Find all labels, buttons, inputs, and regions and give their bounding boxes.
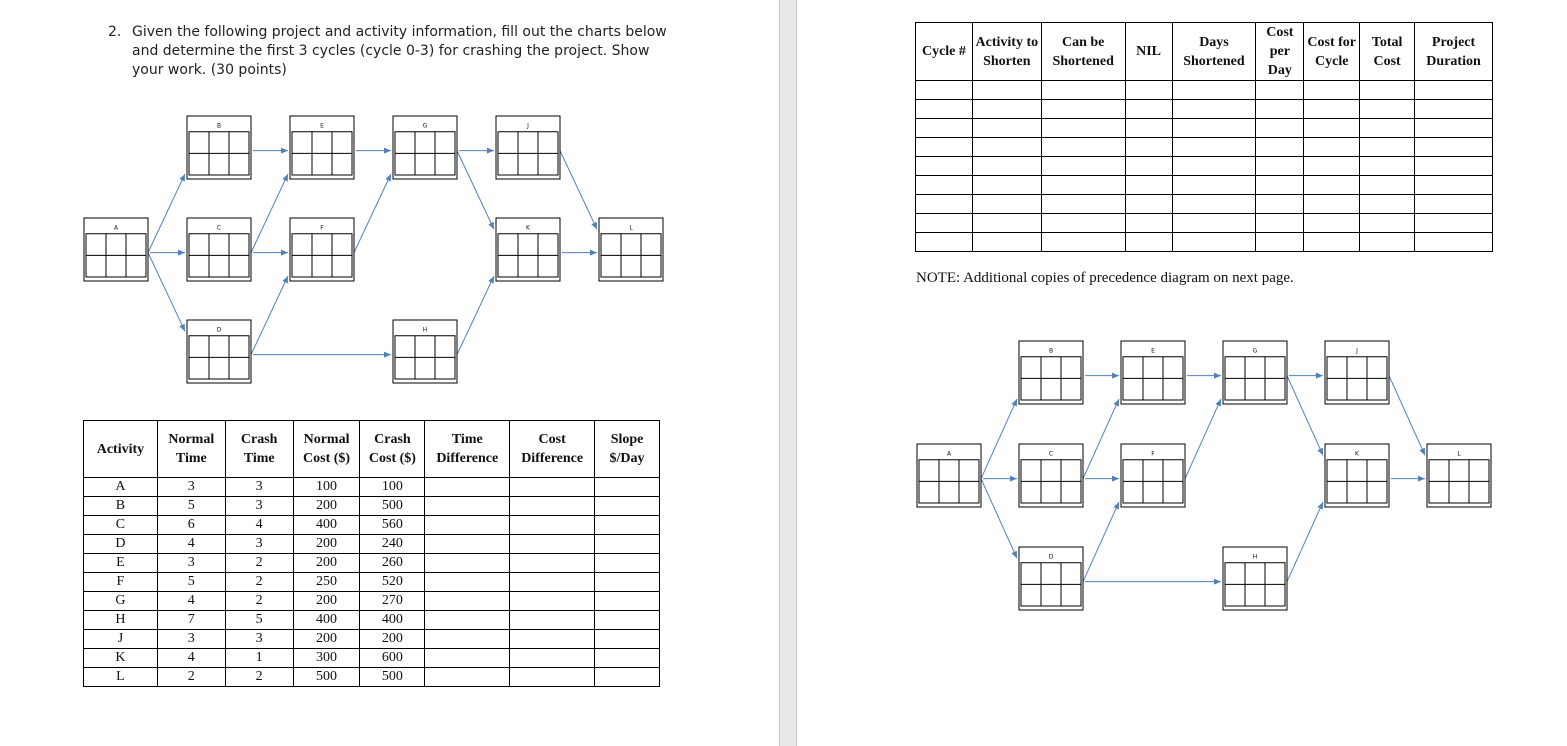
table-cell: 3 (225, 535, 293, 554)
table-cell: L (84, 668, 158, 687)
cycle-header-cell: Cycle # (916, 23, 973, 81)
table-cell: 600 (360, 649, 425, 668)
node-B (1019, 341, 1083, 404)
table-cell: 240 (360, 535, 425, 554)
table-cell: 300 (293, 649, 360, 668)
table-cell: 3 (157, 478, 225, 497)
node-label: G (1252, 347, 1258, 355)
table-cell: 3 (157, 630, 225, 649)
table-cell: 400 (293, 611, 360, 630)
table-cell: 200 (360, 630, 425, 649)
edge-C-E (1083, 399, 1119, 479)
table-cell: 100 (293, 478, 360, 497)
table-cell: 3 (225, 497, 293, 516)
node-label: C (1048, 450, 1054, 458)
node-label: D (1048, 553, 1054, 561)
table-cell: 2 (225, 573, 293, 592)
table-cell: 500 (293, 668, 360, 687)
table-cell: 270 (360, 592, 425, 611)
cycle-header-cell: Cost per Day (1256, 23, 1304, 81)
node-label: J (1356, 347, 1358, 355)
node-label: A (946, 450, 952, 458)
table-cell: 5 (157, 497, 225, 516)
table-cell: 400 (360, 611, 425, 630)
node-E (1121, 341, 1185, 404)
edge-G-K (1287, 376, 1323, 456)
question-number: 2. (108, 24, 122, 40)
table-cell: 500 (360, 668, 425, 687)
table-cell: 4 (157, 592, 225, 611)
table-cell: 2 (225, 592, 293, 611)
table-cell: 6 (157, 516, 225, 535)
node-label: G (422, 122, 428, 130)
node-label: D (216, 326, 222, 334)
table-cell: G (84, 592, 158, 611)
table-cell: 5 (157, 573, 225, 592)
edge-A-D (981, 479, 1017, 559)
table-cell: E (84, 554, 158, 573)
table-cell: 2 (157, 668, 225, 687)
table-cell: A (84, 478, 158, 497)
node-L (1427, 444, 1491, 507)
node-label: L (629, 224, 633, 232)
activity-header-cell: Activity (84, 421, 158, 478)
cycle-header-cell: NIL (1125, 23, 1172, 81)
node-label: K (526, 224, 530, 232)
cycle-header-cell: Days Shortened (1172, 23, 1256, 81)
cycle-header-cell: Activity to Shorten (972, 23, 1041, 81)
activity-header-cell: Normal Cost ($) (293, 421, 360, 478)
table-cell: C (84, 516, 158, 535)
table-cell: J (84, 630, 158, 649)
node-H (1223, 547, 1287, 610)
node-label: A (113, 224, 119, 232)
table-cell: 2 (225, 554, 293, 573)
node-label: B (1048, 347, 1054, 355)
activity-header-cell: Slope $/Day (595, 421, 660, 478)
table-cell: 2 (225, 668, 293, 687)
node-C (1019, 444, 1083, 507)
table-cell: 250 (293, 573, 360, 592)
table-cell: 3 (225, 478, 293, 497)
table-cell: 260 (360, 554, 425, 573)
activity-header-cell: Crash Time (225, 421, 293, 478)
table-cell: 500 (360, 497, 425, 516)
node-label: H (422, 326, 428, 334)
node-label: E (1151, 347, 1155, 355)
table-cell: D (84, 535, 158, 554)
node-label: B (216, 122, 222, 130)
activity-header-cell: Normal Time (157, 421, 225, 478)
edge-H-K (1287, 502, 1323, 582)
cycle-header-cell: Project Duration (1415, 23, 1493, 81)
table-cell: 5 (225, 611, 293, 630)
note-text: NOTE: Additional copies of precedence diagram on next page. (916, 270, 1294, 286)
table-cell: 200 (293, 592, 360, 611)
activity-header-cell: Time Difference (425, 421, 510, 478)
table-cell: 7 (157, 611, 225, 630)
node-label: F (320, 224, 324, 232)
table-cell: 100 (360, 478, 425, 497)
node-K (1325, 444, 1389, 507)
node-J (1325, 341, 1389, 404)
table-cell: 200 (293, 630, 360, 649)
node-G (1223, 341, 1287, 404)
table-cell: 560 (360, 516, 425, 535)
node-D (1019, 547, 1083, 610)
table-cell: 520 (360, 573, 425, 592)
node-label: J (527, 122, 529, 130)
edge-D-F (1083, 502, 1119, 582)
cycle-header-cell: Total Cost (1360, 23, 1415, 81)
table-cell: 200 (293, 554, 360, 573)
edge-A-B (981, 399, 1017, 479)
node-label: C (216, 224, 222, 232)
node-label: E (320, 122, 324, 130)
table-cell: 3 (225, 630, 293, 649)
node-label: H (1252, 553, 1258, 561)
table-cell: F (84, 573, 158, 592)
table-cell: 4 (157, 535, 225, 554)
table-cell: 400 (293, 516, 360, 535)
activity-header-cell: Crash Cost ($) (360, 421, 425, 478)
node-A (917, 444, 981, 507)
table-cell: B (84, 497, 158, 516)
node-F (1121, 444, 1185, 507)
node-label: F (1151, 450, 1155, 458)
table-cell: 1 (225, 649, 293, 668)
table-cell: H (84, 611, 158, 630)
table-cell: 4 (157, 649, 225, 668)
cycle-header-cell: Can be Shortened (1041, 23, 1125, 81)
table-cell: K (84, 649, 158, 668)
node-label: L (1457, 450, 1461, 458)
table-cell: 200 (293, 535, 360, 554)
table-cell: 3 (157, 554, 225, 573)
node-label: K (1355, 450, 1359, 458)
table-cell: 4 (225, 516, 293, 535)
edge-J-L (1389, 376, 1425, 456)
question-body: Given the following project and activity information, fill out the charts below and determine the first 3 cycles (cycle 0-3) for crashing the project. Show your work. (30 points) (132, 24, 667, 78)
cycle-header-cell: Cost for Cycle (1304, 23, 1360, 81)
table-cell: 200 (293, 497, 360, 516)
edge-F-G (1185, 399, 1221, 479)
activity-header-cell: Cost Difference (510, 421, 595, 478)
